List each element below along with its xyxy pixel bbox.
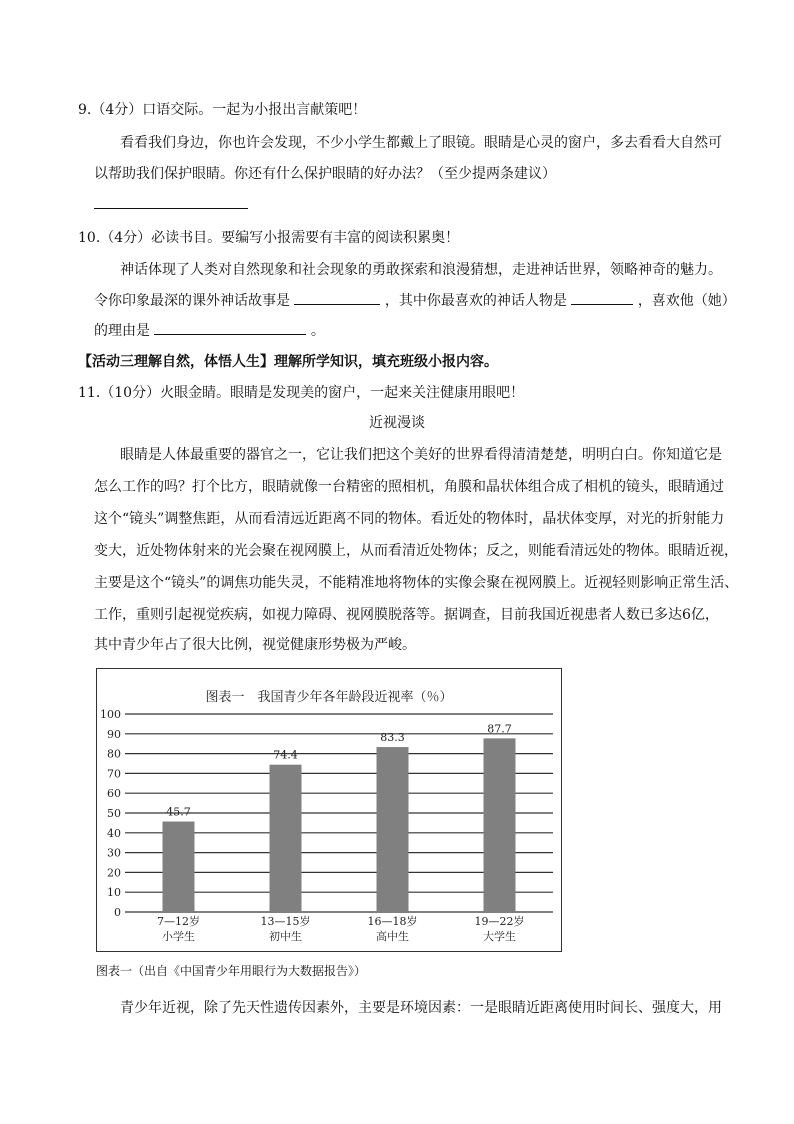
article-last-line: 青少年近视，除了先天性遗传因素外，主要是环境因素：一是眼睛近距离使用时间长、强度大，用 [120,1000,722,1016]
y-tick-label: 60 [107,787,121,801]
y-tick-label: 80 [107,747,121,761]
q10-reason-blank[interactable] [154,320,306,335]
article-line-2: 怎么工作的吗？打个比方，眼睛就像一台精密的照相机，角膜和晶状体组合成了相机的镜头，眼睛通过 [94,479,724,495]
y-tick-label: 50 [107,807,121,820]
bar [270,765,302,912]
y-tick-label: 90 [107,727,121,741]
x-category-label: 16—18岁 [367,915,418,928]
data-label: 74.4 [273,748,298,762]
q9-paragraph-line-2: 以帮助我们保护眼睛。你还有什么保护眼睛的好办法？（至少提两条建议） [94,166,556,182]
article-line-6: 工作，重则引起视觉疾病，如视力障碍、视网膜脱落等。据调查，目前我国近视患者人数已多达6亿， [94,607,719,623]
q10-prompt-character: ，其中你最喜欢的神话人物是 [384,293,567,309]
data-label: 83.3 [380,731,405,745]
q9-paragraph-line-1: 看看我们身边，你也许会发现，不少小学生都戴上了眼镜。眼睛是心灵的窗户，多去看看大自然可 [120,135,722,151]
q10-period: 。 [310,323,325,339]
y-tick-label: 40 [107,826,121,840]
x-category-label: 19—22岁 [474,915,525,928]
data-label: 87.7 [487,722,512,736]
bar [377,747,409,912]
chart-title: 图表一 我国青少年各年龄段近视率（％） [205,690,453,705]
q10-prompt-like: ，喜欢他（她） [637,293,736,309]
y-tick-label: 20 [107,866,121,880]
q9-answer-blank[interactable] [94,208,248,209]
chart-caption: 图表一（出自《中国青少年用眼行为大数据报告》） [96,964,367,978]
x-group-label: 大学生 [483,930,516,943]
x-category-label: 7—12岁 [157,915,200,928]
article-title: 近视漫谈 [369,415,425,431]
article-line-1: 眼睛是人体最重要的器官之一，它让我们把这个美好的世界看得清清楚楚，明明白白。你知道它是 [120,447,722,463]
data-label: 45.7 [166,805,191,819]
y-tick-label: 10 [107,886,121,900]
chart-canvas [97,669,561,951]
article-line-4: 变大，近处物体射来的光会聚在视网膜上，从而看清近处物体；反之，则能看清远处的物体。眼睛近视， [94,543,738,559]
article-line-3: 这个“镜头”调整焦距，从而看清远近距离不同的物体。看近处的物体时，晶状体变厚，对光的折射能力 [94,511,725,527]
q10-paragraph-line-2 [94,290,736,311]
q10-prompt-story: 令你印象最深的课外神话故事是 [94,293,290,309]
article-line-7: 其中青少年占了很大比例，视觉健康形势极为严峻。 [94,637,416,653]
q10-heading: 10.（4分）必读书目。要编写小报需要有丰富的阅读积累奥！ [78,230,460,246]
q10-paragraph-line-3 [94,320,325,341]
q10-character-blank[interactable] [571,290,633,305]
myopia-rate-chart [96,668,562,952]
activity-three-heading: 【活动三理解自然，体悟人生】理解所学知识，填充班级小报内容。 [78,354,498,370]
x-group-label: 初中生 [269,930,302,943]
q10-prompt-reason: 的理由是 [94,323,150,339]
y-tick-label: 100 [100,708,121,721]
q9-heading: 9.（4分）口语交际。一起为小报出言献策吧！ [78,102,367,118]
bar [163,822,195,912]
x-group-label: 小学生 [162,930,195,943]
q10-paragraph-line-1: 神话体现了人类对自然现象和社会现象的勇敢探索和浪漫猜想，走进神话世界，领略神奇的魅力。 [120,262,722,278]
q10-story-blank[interactable] [294,290,380,305]
x-category-label: 13—15岁 [260,915,311,928]
y-tick-label: 0 [114,906,121,919]
bar [484,738,516,912]
x-group-label: 高中生 [376,930,409,943]
y-tick-label: 30 [107,846,121,860]
article-line-5: 主要是这个“镜头”的调焦功能失灵，不能精准地将物体的实像会聚在视网膜上。近视轻则影响正常生活、 [94,575,739,591]
y-tick-label: 70 [107,767,121,781]
q11-heading: 11.（10分）火眼金睛。眼睛是发现美的窗户，一起来关注健康用眼吧！ [78,385,525,401]
